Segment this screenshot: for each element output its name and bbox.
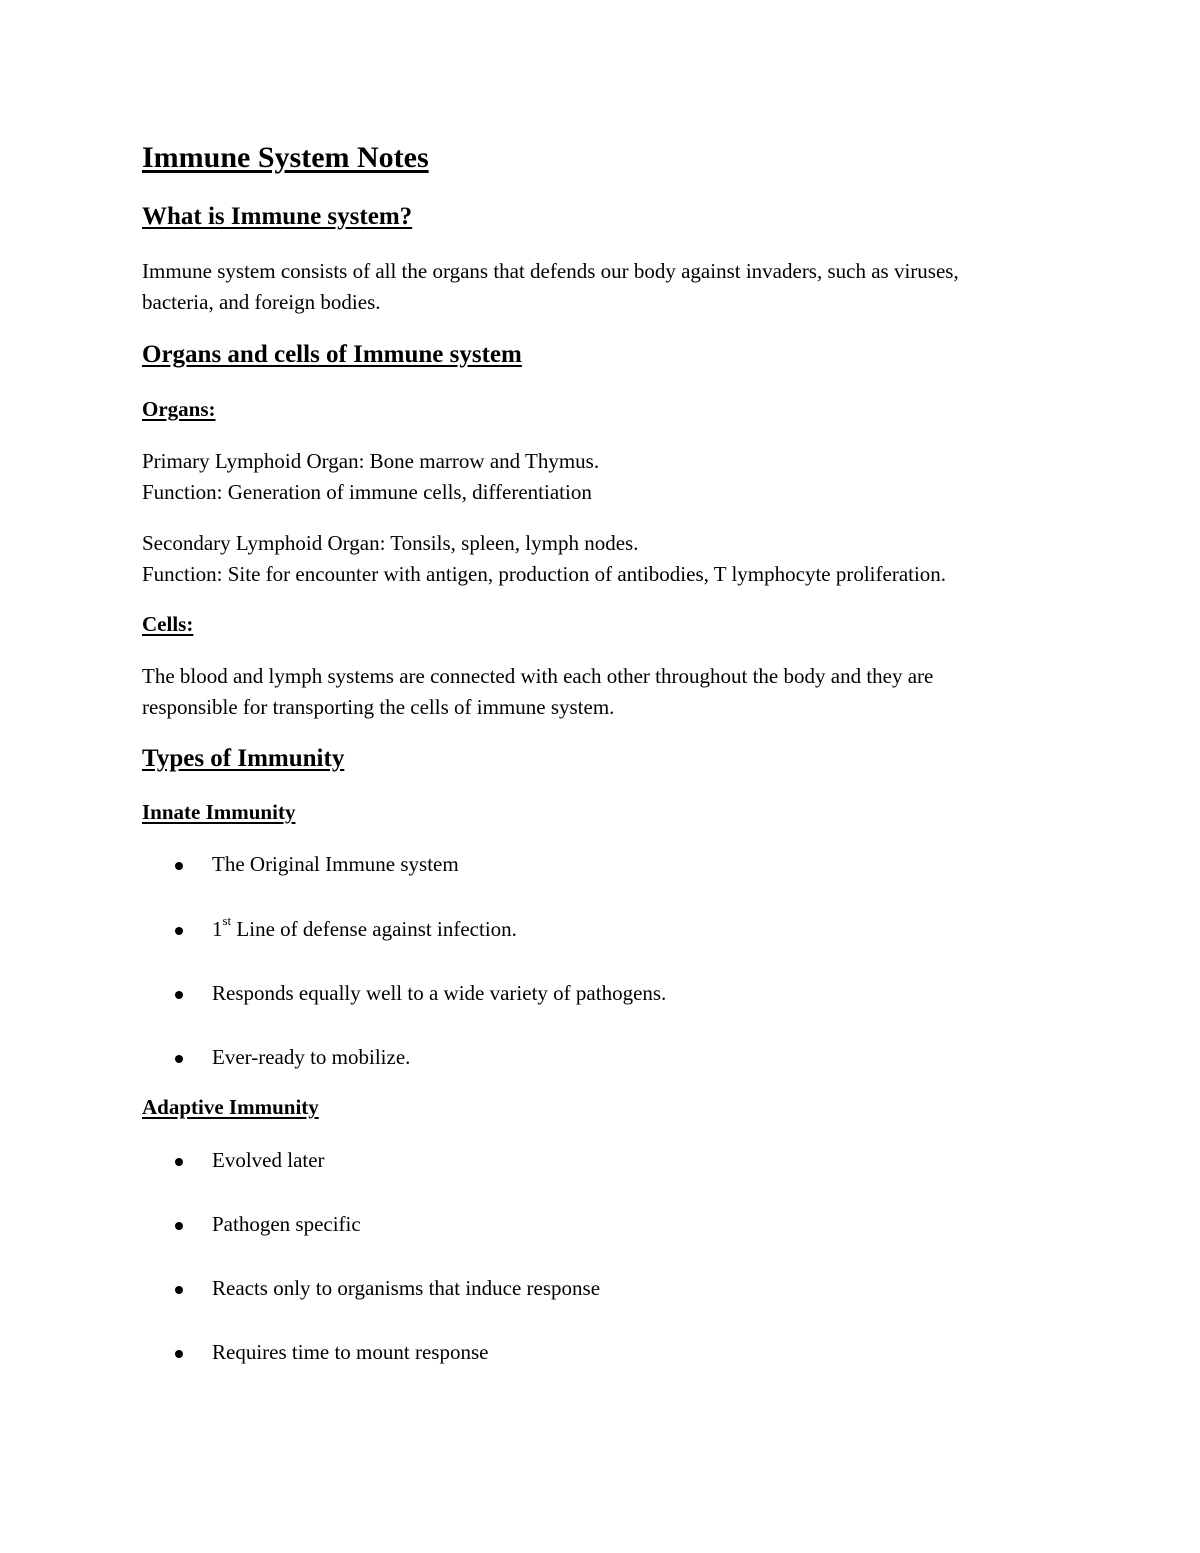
paragraph-line: Immune system consists of all the organs that defends our body against invaders, such as viruses, — [142, 259, 959, 283]
bullet-icon — [175, 927, 183, 935]
list-item-text: Evolved later — [212, 1148, 325, 1172]
secondary-organ-line: Secondary Lymphoid Organ: Tonsils, spleen, lymph nodes. — [142, 531, 639, 555]
subheading-adaptive-immunity: Adaptive Immunity — [142, 1095, 319, 1119]
paragraph-line: bacteria, and foreign bodies. — [142, 290, 381, 314]
list-item-text: The Original Immune system — [212, 852, 459, 876]
secondary-function-line: Function: Site for encounter with antigen, production of antibodies, T lymphocyte proliferation. — [142, 562, 947, 586]
bullet-icon — [175, 1158, 183, 1166]
bullet-icon — [175, 1286, 183, 1294]
ordinal-suffix: st — [222, 913, 232, 928]
list-item-text — [212, 913, 517, 942]
cells-paragraph-line: The blood and lymph systems are connected with each other throughout the body and they are — [142, 664, 934, 688]
document-title: Immune System Notes — [142, 141, 429, 174]
primary-organ-line: Primary Lymphoid Organ: Bone marrow and Thymus. — [142, 449, 600, 473]
heading-types-of-immunity: Types of Immunity — [142, 745, 345, 772]
list-item-rest: Line of defense against infection. — [231, 917, 517, 941]
subheading-innate-immunity: Innate Immunity — [142, 800, 296, 824]
list-item-text: Ever-ready to mobilize. — [212, 1045, 411, 1069]
bullet-icon — [175, 1055, 183, 1063]
bullet-icon — [175, 1222, 183, 1230]
bullet-icon — [175, 1350, 183, 1358]
heading-what-is-immune-system: What is Immune system? — [142, 203, 413, 230]
heading-organs-and-cells: Organs and cells of Immune system — [142, 341, 522, 368]
list-item-text: Pathogen specific — [212, 1212, 361, 1236]
primary-function-line: Function: Generation of immune cells, differentiation — [142, 480, 592, 504]
list-item-text: Requires time to mount response — [212, 1340, 489, 1364]
bullet-icon — [175, 862, 183, 870]
ordinal-number: 1 — [212, 917, 223, 941]
cells-paragraph-line: responsible for transporting the cells of immune system. — [142, 695, 615, 719]
subheading-cells: Cells: — [142, 612, 194, 636]
bullet-icon — [175, 991, 183, 999]
list-item-text: Responds equally well to a wide variety of pathogens. — [212, 981, 667, 1005]
subheading-organs: Organs: — [142, 397, 216, 421]
list-item-text: Reacts only to organisms that induce response — [212, 1276, 601, 1300]
